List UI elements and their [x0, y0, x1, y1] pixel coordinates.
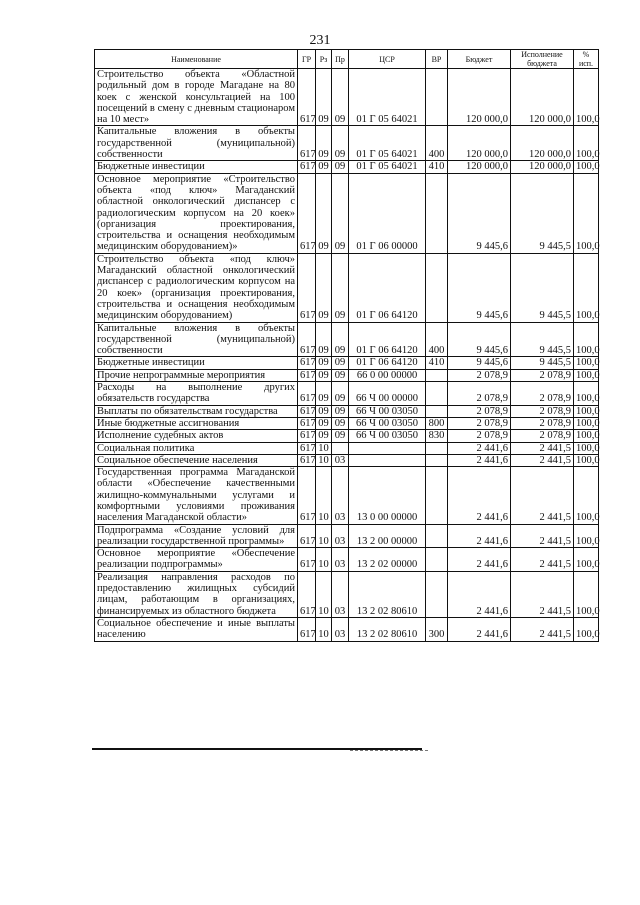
cell-csr: 01 Г 05 64021 [349, 161, 426, 173]
cell-rz: 09 [316, 69, 332, 126]
table-row [95, 369, 599, 381]
cell-vr [426, 382, 448, 406]
cell-csr: 13 2 02 80610 [349, 571, 426, 617]
table-row [95, 322, 599, 357]
cell-name: Основное мероприятие «Строительство объекта «под ключ» Магаданский областной онкологический диспансер с радиологическим корпусом на 20 коек» (организация проектирования, строительства и оснащения необходимым медицинским оборудованием)» [95, 173, 298, 253]
table-row [95, 430, 599, 442]
cell-execution: 2 441,5 [511, 454, 574, 466]
cell-budget: 9 445,6 [448, 173, 511, 253]
cell-execution: 2 078,9 [511, 405, 574, 417]
cell-rz: 10 [316, 454, 332, 466]
cell-pr: 03 [332, 524, 349, 548]
cell-budget: 2 078,9 [448, 369, 511, 381]
cell-percent: 100,0 [574, 405, 599, 417]
cell-execution: 2 078,9 [511, 417, 574, 429]
cell-gr: 617 [298, 454, 316, 466]
cell-gr: 617 [298, 382, 316, 406]
budget-execution-table [94, 49, 599, 642]
cell-budget: 2 441,6 [448, 524, 511, 548]
cell-rz: 09 [316, 357, 332, 369]
cell-pr: 09 [332, 322, 349, 357]
cell-pr: 09 [332, 69, 349, 126]
cell-csr: 13 2 00 00000 [349, 524, 426, 548]
cell-vr [426, 405, 448, 417]
cell-execution: 2 441,5 [511, 524, 574, 548]
cell-name: Капитальные вложения в объекты государственной (муниципальной) собственности [95, 126, 298, 161]
cell-percent: 100,0 [574, 454, 599, 466]
cell-csr: 13 2 02 80610 [349, 617, 426, 641]
cell-name: Капитальные вложения в объекты государственной (муниципальной) собственности [95, 322, 298, 357]
table-row [95, 405, 599, 417]
cell-execution: 2 441,5 [511, 617, 574, 641]
cell-csr: 01 Г 06 64120 [349, 253, 426, 322]
cell-rz: 09 [316, 253, 332, 322]
cell-csr: 66 0 00 00000 [349, 369, 426, 381]
cell-name: Строительство объекта «Областной родильный дом в городе Магадане на 80 коек с женской консультацией на 100 посещений в смену с дневным стационаром на 10 мест» [95, 69, 298, 126]
cell-pr: 09 [332, 173, 349, 253]
table-row [95, 69, 599, 126]
cell-name: Исполнение судебных актов [95, 430, 298, 442]
cell-vr: 300 [426, 617, 448, 641]
cell-vr: 410 [426, 357, 448, 369]
cell-budget: 120 000,0 [448, 161, 511, 173]
cell-gr: 617 [298, 161, 316, 173]
cell-percent: 100,0 [574, 253, 599, 322]
table-row [95, 126, 599, 161]
cell-execution: 9 445,5 [511, 357, 574, 369]
cell-budget: 2 441,6 [448, 571, 511, 617]
cell-percent: 100,0 [574, 322, 599, 357]
cell-csr: 66 Ч 00 03050 [349, 405, 426, 417]
table-row [95, 442, 599, 454]
table-row [95, 161, 599, 173]
cell-budget: 2 078,9 [448, 430, 511, 442]
table-row [95, 253, 599, 322]
cell-rz: 09 [316, 430, 332, 442]
cell-vr [426, 571, 448, 617]
cell-execution: 120 000,0 [511, 69, 574, 126]
cell-rz: 10 [316, 548, 332, 572]
cell-percent: 100,0 [574, 173, 599, 253]
cell-csr: 01 Г 06 00000 [349, 173, 426, 253]
cell-vr [426, 548, 448, 572]
cell-name: Бюджетные инвестиции [95, 357, 298, 369]
cell-gr: 617 [298, 548, 316, 572]
cell-vr: 800 [426, 417, 448, 429]
cell-budget: 9 445,6 [448, 322, 511, 357]
cell-rz: 10 [316, 571, 332, 617]
cell-rz: 09 [316, 161, 332, 173]
header-execution: Исполнение бюджета [511, 50, 574, 69]
cell-percent: 100,0 [574, 571, 599, 617]
cell-name: Подпрограмма «Создание условий для реализации государственной программы» [95, 524, 298, 548]
table-row [95, 548, 599, 572]
table-body [95, 69, 599, 642]
cell-percent: 100,0 [574, 442, 599, 454]
cell-pr: 09 [332, 126, 349, 161]
cell-percent: 100,0 [574, 524, 599, 548]
cell-name: Реализация направления расходов по предоставлению жилищных субсидий лицам, работающим в организациях, финансируемых из областного бюджета [95, 571, 298, 617]
cell-budget: 2 441,6 [448, 617, 511, 641]
table-row [95, 173, 599, 253]
cell-vr [426, 369, 448, 381]
table-header-row [95, 50, 599, 69]
cell-gr: 617 [298, 467, 316, 524]
cell-csr: 01 Г 05 64021 [349, 126, 426, 161]
cell-csr [349, 454, 426, 466]
cell-gr: 617 [298, 617, 316, 641]
cell-name: Бюджетные инвестиции [95, 161, 298, 173]
cell-execution: 120 000,0 [511, 161, 574, 173]
cell-percent: 100,0 [574, 126, 599, 161]
cell-budget: 2 441,6 [448, 467, 511, 524]
cell-name: Прочие непрограммные мероприятия [95, 369, 298, 381]
cell-rz: 10 [316, 617, 332, 641]
cell-rz: 09 [316, 322, 332, 357]
cell-rz: 09 [316, 417, 332, 429]
cell-budget: 2 441,6 [448, 454, 511, 466]
cell-rz: 09 [316, 173, 332, 253]
header-percent: % исп. [574, 50, 599, 69]
footer-rule-thin [350, 750, 428, 751]
cell-vr [426, 253, 448, 322]
cell-execution: 2 078,9 [511, 382, 574, 406]
cell-vr: 830 [426, 430, 448, 442]
cell-gr: 617 [298, 126, 316, 161]
cell-percent: 100,0 [574, 617, 599, 641]
cell-pr: 09 [332, 369, 349, 381]
cell-execution: 2 441,5 [511, 548, 574, 572]
cell-rz: 10 [316, 467, 332, 524]
cell-execution: 9 445,5 [511, 253, 574, 322]
cell-percent: 100,0 [574, 357, 599, 369]
cell-csr: 13 2 02 00000 [349, 548, 426, 572]
cell-pr: 09 [332, 382, 349, 406]
table-row [95, 571, 599, 617]
table-row [95, 524, 599, 548]
cell-percent: 100,0 [574, 161, 599, 173]
cell-vr [426, 173, 448, 253]
cell-vr: 410 [426, 161, 448, 173]
cell-pr: 09 [332, 430, 349, 442]
cell-pr: 03 [332, 454, 349, 466]
cell-rz: 09 [316, 382, 332, 406]
cell-vr [426, 524, 448, 548]
cell-gr: 617 [298, 69, 316, 126]
header-vr: ВР [426, 50, 448, 69]
cell-gr: 617 [298, 430, 316, 442]
cell-execution: 9 445,5 [511, 173, 574, 253]
cell-pr: 03 [332, 617, 349, 641]
cell-rz: 10 [316, 524, 332, 548]
cell-gr: 617 [298, 442, 316, 454]
cell-budget: 9 445,6 [448, 357, 511, 369]
cell-csr [349, 442, 426, 454]
cell-execution: 2 441,5 [511, 571, 574, 617]
cell-budget: 120 000,0 [448, 69, 511, 126]
cell-percent: 100,0 [574, 467, 599, 524]
cell-percent: 100,0 [574, 430, 599, 442]
cell-gr: 617 [298, 173, 316, 253]
cell-gr: 617 [298, 417, 316, 429]
cell-execution: 120 000,0 [511, 126, 574, 161]
cell-gr: 617 [298, 405, 316, 417]
cell-rz: 09 [316, 126, 332, 161]
cell-gr: 617 [298, 369, 316, 381]
cell-gr: 617 [298, 322, 316, 357]
cell-vr [426, 442, 448, 454]
table-row [95, 382, 599, 406]
cell-gr: 617 [298, 524, 316, 548]
cell-budget: 120 000,0 [448, 126, 511, 161]
cell-percent: 100,0 [574, 69, 599, 126]
cell-name: Социальное обеспечение и иные выплаты населению [95, 617, 298, 641]
cell-csr: 66 Ч 00 00000 [349, 382, 426, 406]
cell-name: Государственная программа Магаданской области «Обеспечение качественными жилищно-коммунальными услугами и комфортными условиями проживания населения Магаданской области» [95, 467, 298, 524]
cell-execution: 9 445,5 [511, 322, 574, 357]
cell-percent: 100,0 [574, 417, 599, 429]
cell-vr [426, 69, 448, 126]
cell-name: Социальная политика [95, 442, 298, 454]
cell-rz: 10 [316, 442, 332, 454]
cell-csr: 01 Г 05 64021 [349, 69, 426, 126]
cell-name: Строительство объекта «под ключ» Магаданский областной онкологический диспансер с радиологическим корпусом на 20 коек» (организация проектирования, строительства и оснащения необходимым медицинским оборудованием) [95, 253, 298, 322]
table-row [95, 417, 599, 429]
cell-name: Расходы на выполнение других обязательств государства [95, 382, 298, 406]
header-name: Наименование [95, 50, 298, 69]
cell-name: Социальное обеспечение населения [95, 454, 298, 466]
cell-pr: 09 [332, 417, 349, 429]
cell-pr: 03 [332, 548, 349, 572]
page-number: 231 [309, 33, 331, 48]
header-csr: ЦСР [349, 50, 426, 69]
cell-vr [426, 467, 448, 524]
cell-csr: 01 Г 06 64120 [349, 357, 426, 369]
cell-gr: 617 [298, 571, 316, 617]
cell-execution: 2 441,5 [511, 442, 574, 454]
cell-vr [426, 454, 448, 466]
cell-name: Выплаты по обязательствам государства [95, 405, 298, 417]
header-budget: Бюджет [448, 50, 511, 69]
cell-rz: 09 [316, 405, 332, 417]
cell-pr: 09 [332, 253, 349, 322]
cell-percent: 100,0 [574, 548, 599, 572]
cell-execution: 2 441,5 [511, 467, 574, 524]
cell-budget: 2 078,9 [448, 417, 511, 429]
cell-budget: 2 078,9 [448, 405, 511, 417]
cell-budget: 2 078,9 [448, 382, 511, 406]
cell-vr: 400 [426, 322, 448, 357]
cell-budget: 2 441,6 [448, 442, 511, 454]
cell-execution: 2 078,9 [511, 369, 574, 381]
table-row [95, 454, 599, 466]
cell-name: Основное мероприятие «Обеспечение реализации подпрограммы» [95, 548, 298, 572]
cell-pr: 09 [332, 161, 349, 173]
cell-rz: 09 [316, 369, 332, 381]
cell-pr [332, 442, 349, 454]
cell-percent: 100,0 [574, 369, 599, 381]
cell-budget: 2 441,6 [448, 548, 511, 572]
cell-execution: 2 078,9 [511, 430, 574, 442]
header-pr: Пр [332, 50, 349, 69]
cell-gr: 617 [298, 357, 316, 369]
table-row [95, 617, 599, 641]
cell-pr: 09 [332, 357, 349, 369]
cell-gr: 617 [298, 253, 316, 322]
table-row [95, 357, 599, 369]
cell-budget: 9 445,6 [448, 253, 511, 322]
cell-name: Иные бюджетные ассигнования [95, 417, 298, 429]
cell-csr: 13 0 00 00000 [349, 467, 426, 524]
header-rz: Рз [316, 50, 332, 69]
cell-vr: 400 [426, 126, 448, 161]
header-gr: ГР [298, 50, 316, 69]
cell-csr: 66 Ч 00 03050 [349, 430, 426, 442]
cell-pr: 09 [332, 405, 349, 417]
cell-csr: 01 Г 06 64120 [349, 322, 426, 357]
cell-pr: 03 [332, 571, 349, 617]
cell-pr: 03 [332, 467, 349, 524]
cell-csr: 66 Ч 00 03050 [349, 417, 426, 429]
table-row [95, 467, 599, 524]
cell-percent: 100,0 [574, 382, 599, 406]
